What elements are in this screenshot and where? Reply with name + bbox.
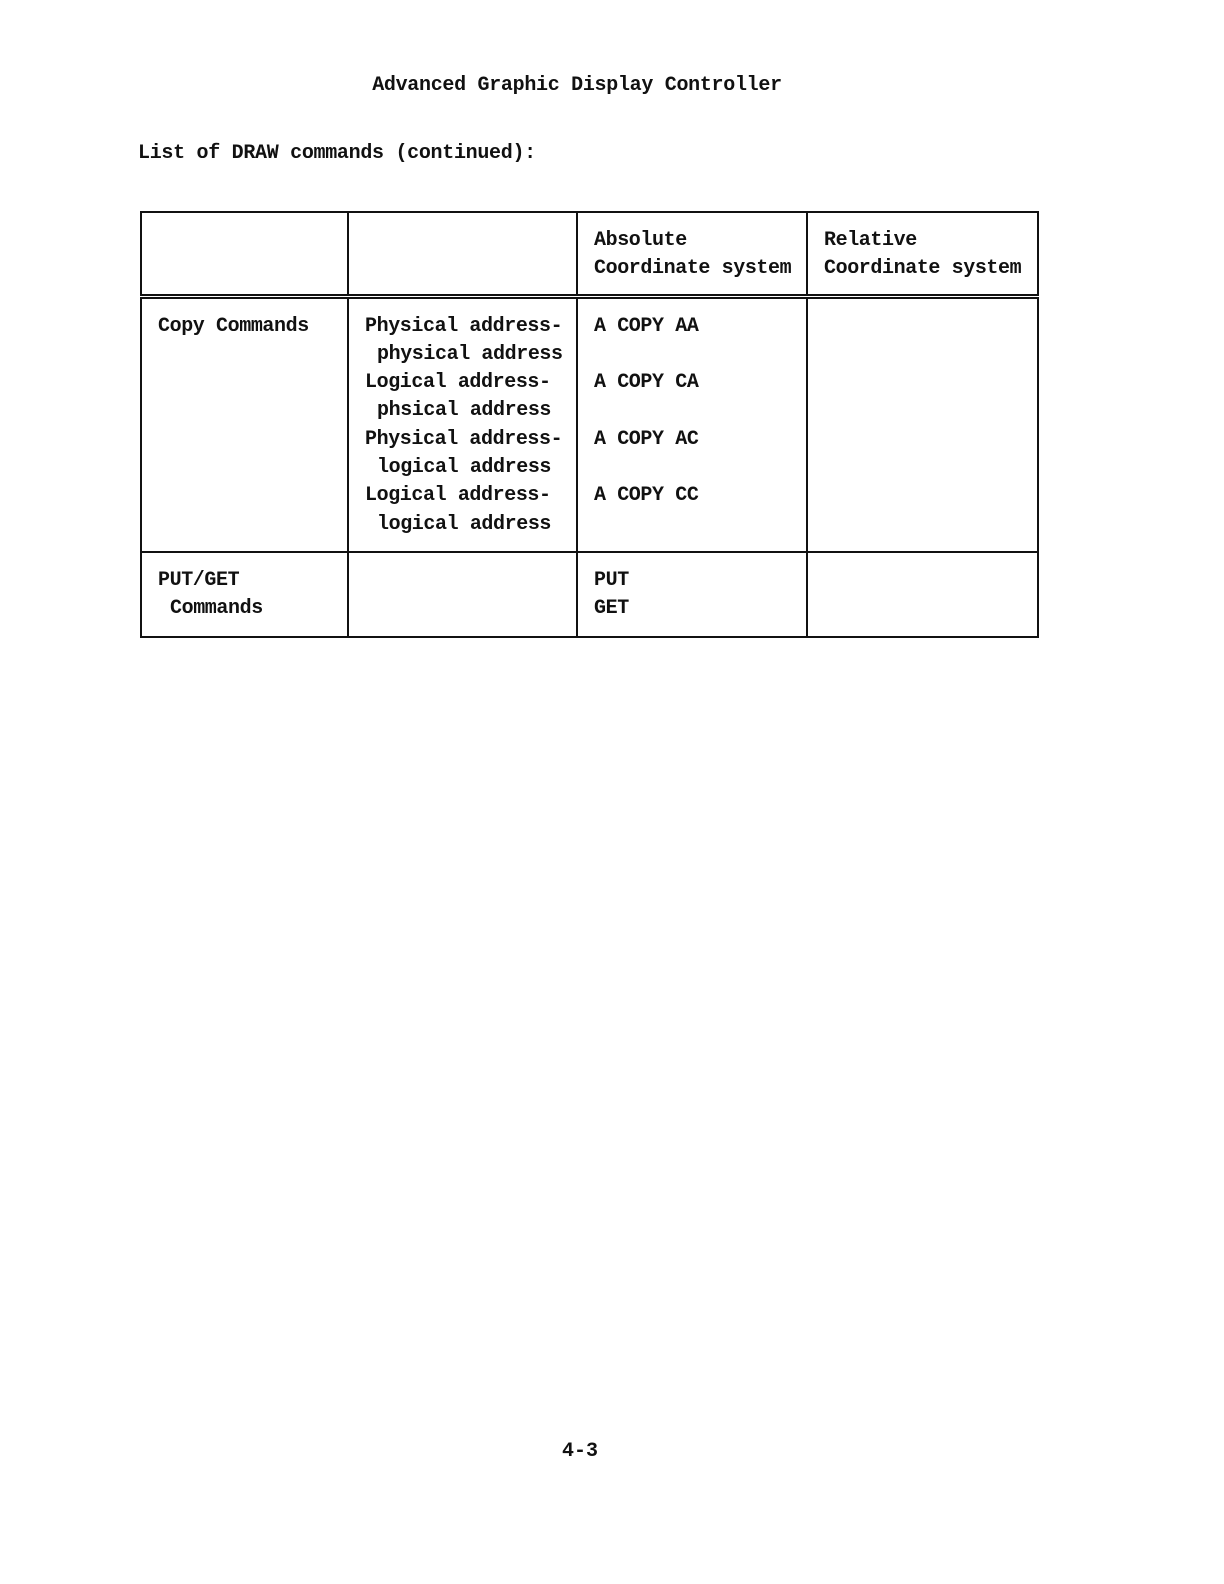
copy-relative-cell: [807, 296, 1038, 552]
copy-row2-from: Logical address-: [365, 371, 551, 395]
copy-row1-to: physical address: [377, 342, 563, 366]
putget-group-cell: [141, 552, 348, 637]
putget-absolute-line2: GET: [594, 597, 629, 621]
putget-absolute-line1: PUT: [594, 568, 629, 592]
header-cell-absolute: [577, 212, 807, 296]
copy-row1-absolute: A COPY AA: [594, 314, 699, 338]
table-row-copy-commands: [141, 296, 1038, 552]
putget-address-cell: [348, 552, 577, 637]
draw-commands-table: [140, 211, 1039, 638]
header-cell-relative: [807, 212, 1038, 296]
copy-address-cell: [348, 296, 577, 552]
putget-relative-cell: [807, 552, 1038, 637]
copy-row1-from: Physical address-: [365, 314, 563, 338]
page-header: Advanced Graphic Display Controller: [372, 74, 782, 97]
copy-row3-to: logical address: [377, 456, 552, 480]
draw-commands-table-wrapper: [140, 211, 1037, 638]
table-row-putget-commands: [141, 552, 1038, 637]
copy-row4-to: logical address: [377, 512, 552, 536]
header-cell-group: [141, 212, 348, 296]
copy-group-cell: [141, 296, 348, 552]
header-cell-address: [348, 212, 577, 296]
copy-row3-from: Physical address-: [365, 427, 563, 451]
absolute-header-line2: Coordinate system: [594, 257, 792, 281]
page-number: 4-3: [561, 1440, 598, 1463]
copy-row2-absolute: A COPY CA: [594, 371, 699, 395]
putget-absolute-cell: [577, 552, 807, 637]
copy-group-label: Copy Commands: [158, 314, 309, 338]
section-title: List of DRAW commands (continued):: [138, 142, 536, 165]
absolute-header-line1: Absolute: [594, 229, 687, 252]
copy-row4-from: Logical address-: [365, 484, 551, 508]
putget-group-line2: Commands: [170, 597, 263, 621]
copy-row2-to: phsical address: [377, 399, 552, 423]
copy-absolute-cell: [577, 296, 807, 552]
relative-header-line2: Coordinate system: [824, 257, 1022, 281]
copy-row3-absolute: A COPY AC: [594, 427, 699, 451]
putget-group-line1: PUT/GET: [158, 568, 240, 592]
copy-row4-absolute: A COPY CC: [594, 484, 699, 508]
relative-header-line1: Relative: [824, 229, 917, 252]
table-header-row: [141, 212, 1038, 296]
